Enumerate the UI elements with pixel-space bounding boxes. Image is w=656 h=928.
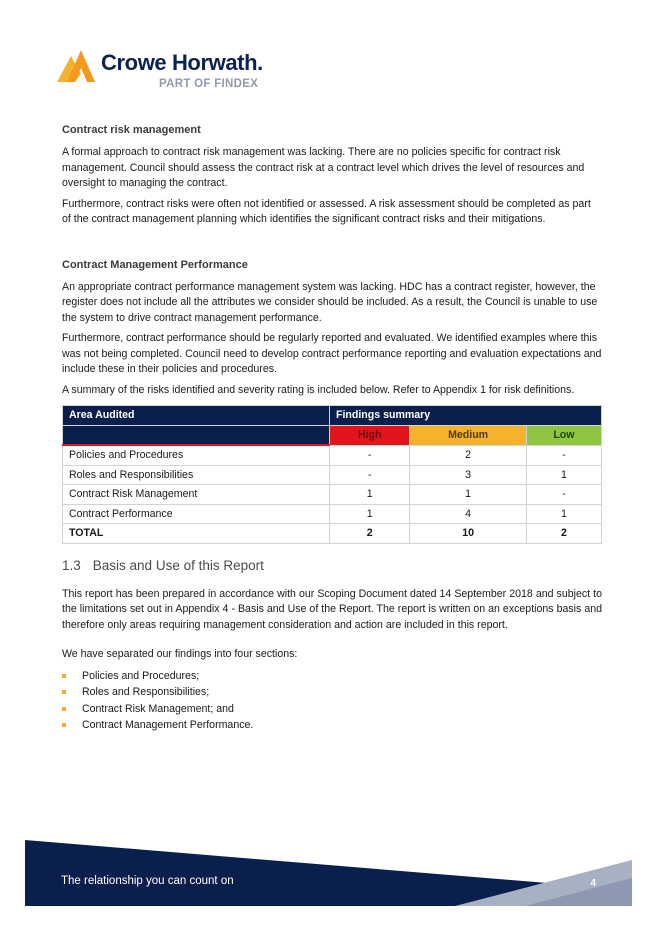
performance-paragraph-3: A summary of the risks identified and severity rating is included below. Refer to Appendix 1 for risk definitions. bbox=[62, 383, 575, 396]
list-item: Contract Risk Management; and bbox=[62, 701, 602, 718]
risk-paragraph-1: A formal approach to contract risk management was lacking. There are no policies specific for contract risk management. Council should assess the contract risk at a contract level which drives the level of resources and oversight to managing the contract. bbox=[62, 146, 585, 189]
footer-tagline: The relationship you can count on bbox=[61, 875, 234, 887]
header-low: Low bbox=[526, 425, 601, 445]
row-medium: 2 bbox=[410, 445, 527, 465]
table-row bbox=[63, 504, 602, 524]
basis-section-title bbox=[62, 558, 602, 573]
list-item: Roles and Responsibilities; bbox=[62, 684, 602, 701]
risk-heading: Contract risk management bbox=[62, 124, 201, 136]
total-low: 2 bbox=[526, 524, 601, 544]
basis-intro: We have separated our findings into four sections: bbox=[62, 648, 298, 660]
total-high: 2 bbox=[330, 524, 410, 544]
brand-subtitle: PART OF FINDEX bbox=[159, 78, 259, 90]
basis-paragraph: This report has been prepared in accordance with our Scoping Document dated 14 September 2018 and subject to the limitations set out in Appendix 4 - Basis and Use of the Report. The report is written on an exceptions basis and therefore only areas requiring management consideration and action are included in this report. bbox=[62, 587, 602, 631]
findings-sections-list bbox=[62, 668, 602, 734]
header-area-audited: Area Audited bbox=[63, 406, 330, 426]
header-high: High bbox=[330, 425, 410, 445]
row-medium: 3 bbox=[410, 465, 527, 485]
list-item: Contract Management Performance. bbox=[62, 717, 602, 734]
performance-paragraph-2: Furthermore, contract performance should be regularly reported and evaluated. We identified examples where this was not being completed. Council need to develop contract performance reporting and evaluation expectations and include these in their policies and procedures. bbox=[62, 332, 602, 375]
row-medium: 1 bbox=[410, 485, 527, 505]
mountain-logo-icon bbox=[57, 48, 97, 84]
row-high: 1 bbox=[330, 485, 410, 505]
table-total-row bbox=[63, 524, 602, 544]
row-low: - bbox=[526, 485, 601, 505]
section-number: 1.3 bbox=[62, 557, 81, 573]
row-high: 1 bbox=[330, 504, 410, 524]
performance-paragraph-1: An appropriate contract performance management system was lacking. HDC has a contract register, however, the register does not include all the attributes we consider should be included. As a result, the Council is unable to use the system to drive contract management performance. bbox=[62, 280, 598, 324]
page-number: 4 bbox=[590, 878, 596, 889]
table-row bbox=[63, 485, 602, 505]
list-item: Policies and Procedures; bbox=[62, 668, 602, 685]
brand-name: Crowe Horwath. bbox=[101, 50, 263, 75]
findings-summary-table bbox=[62, 405, 602, 544]
row-low: - bbox=[526, 445, 601, 465]
row-area: Contract Risk Management bbox=[63, 485, 330, 505]
footer-banner-shape bbox=[25, 838, 632, 906]
crowe-horwath-logo bbox=[57, 46, 267, 96]
performance-heading: Contract Management Performance bbox=[62, 258, 248, 271]
main-content bbox=[62, 124, 602, 734]
row-low: 1 bbox=[526, 465, 601, 485]
row-area: Contract Performance bbox=[63, 504, 330, 524]
risk-paragraph-2: Furthermore, contract risks were often not identified or assessed. A risk assessment should be completed as part of the contract management planning which identifies the significant contract risks and their mitigations. bbox=[62, 197, 591, 225]
row-high: - bbox=[330, 445, 410, 465]
header-findings-summary: Findings summary bbox=[330, 406, 602, 426]
row-low: 1 bbox=[526, 504, 601, 524]
table-row bbox=[63, 465, 602, 485]
table-row bbox=[63, 445, 602, 465]
section-title-text: Basis and Use of this Report bbox=[92, 557, 264, 573]
total-medium: 10 bbox=[410, 524, 527, 544]
row-area: Policies and Procedures bbox=[63, 445, 330, 465]
page-footer bbox=[25, 838, 632, 906]
row-high: - bbox=[330, 465, 410, 485]
header-medium: Medium bbox=[410, 425, 527, 445]
header-spacer bbox=[63, 425, 330, 445]
row-medium: 4 bbox=[410, 504, 527, 524]
row-area: Roles and Responsibilities bbox=[63, 465, 330, 485]
total-label: TOTAL bbox=[63, 524, 330, 544]
